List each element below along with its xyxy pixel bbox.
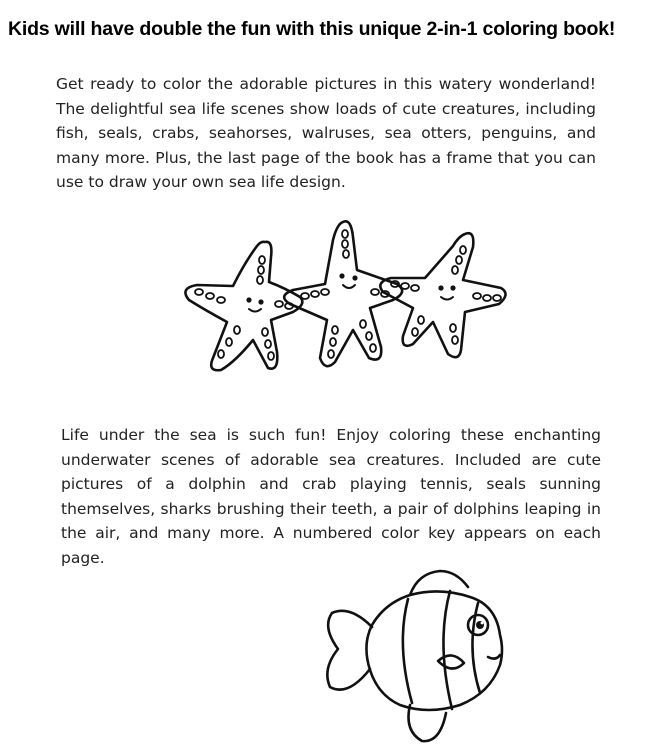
second-paragraph: Life under the sea is such fun! Enjoy coloring these enchanting underwater scenes of adorable sea creatures. Included are cute pictures of a dolphin and crab playing tennis, seals sunning themselves, sharks brushing their teeth, a pair of dolphins leaping in the air, and many more. A numbered color key appears on each page.: [61, 426, 601, 567]
clownfish-illustration: [300, 565, 540, 750]
fish-body: [366, 591, 502, 710]
starfish-illustration: [165, 212, 515, 402]
headline: Kids will have double the fun with this unique 2-in-1 coloring book!: [8, 18, 616, 40]
intro-paragraph: Get ready to color the adorable pictures in this watery wonderland! The delightful sea life scenes show loads of cute creatures, including fish, seals, crabs, seahorses, walruses, sea otters, penguins, and many more. Plus, the last page of the book has a frame that you can use to draw your own sea life design.: [56, 75, 596, 191]
